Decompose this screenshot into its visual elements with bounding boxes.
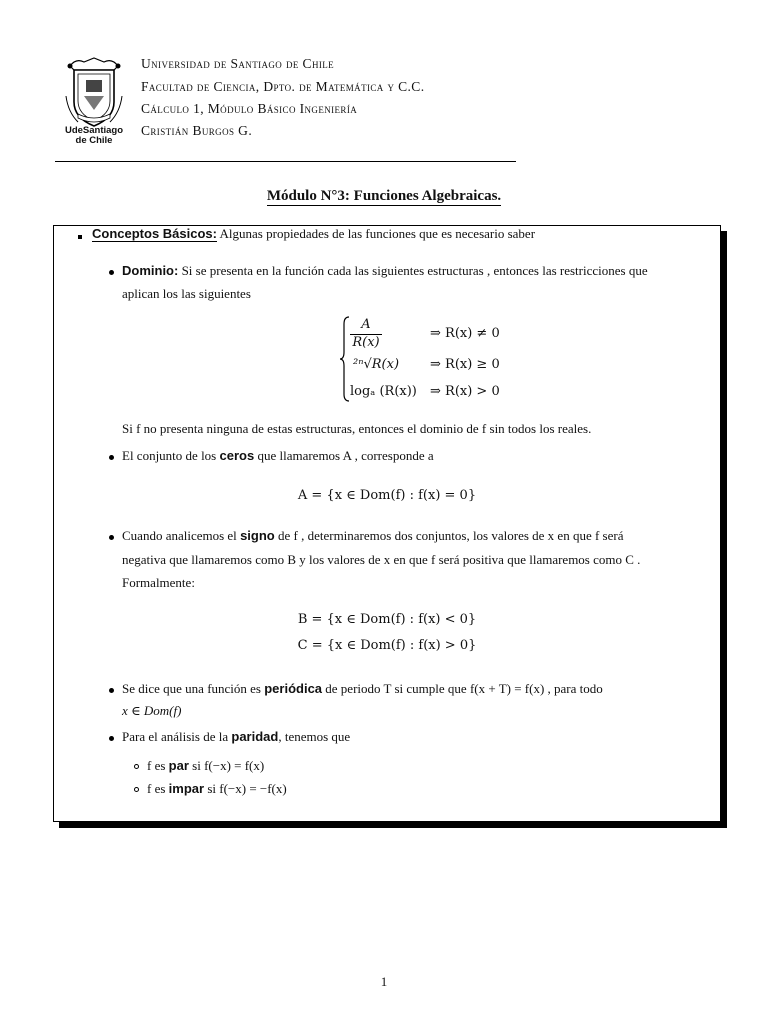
ceros-post: que llamaremos A , corresponde a (257, 448, 434, 463)
signo-post: de f , determinaremos dos conjuntos, los valores de x en que f será (277, 528, 624, 543)
header-faculty: Facultad de Ciencia, Dpto. de Matemática y C.C. (141, 79, 425, 94)
dominio-line1 (122, 263, 648, 279)
par-pre: f es (147, 758, 166, 773)
paridad-line (122, 729, 350, 745)
case1-numerator: A (361, 317, 371, 332)
content-box (53, 225, 721, 822)
bullet-periodica (109, 688, 114, 693)
par-post: si f(−x) = f(x) (192, 758, 265, 773)
par-bold: par (168, 758, 189, 773)
periodica-pre: Se dice que una función es (122, 681, 261, 696)
ceros-formula: A = {x ∈ Dom(f) : f(x) = 0} (297, 488, 477, 503)
header-university: Universidad de Santiago de Chile (141, 56, 335, 71)
impar-bold: impar (168, 781, 205, 796)
paridad-post: , tenemos que (278, 729, 351, 744)
sub-bullet-par (134, 764, 139, 769)
page-number: 1 (380, 974, 388, 989)
signo-pre: Cuando analicemos el (122, 528, 237, 543)
sub-bullet-impar (134, 787, 139, 792)
periodica-line1 (122, 681, 603, 697)
section-bullet (78, 235, 82, 239)
logo-text-line1: UdeSantiago (64, 125, 124, 136)
signo-line2: negativa que llamaremos como B y los valores de x en que f será positiva que llamaremos como C . (122, 552, 641, 567)
dominio-label: Dominio: (122, 263, 179, 278)
document-title (0, 188, 768, 205)
signo-line3: Formalmente: (122, 575, 195, 590)
signo-formula-c: C = {x ∈ Dom(f) : f(x) > 0} (297, 638, 477, 653)
paridad-item-par (147, 758, 264, 774)
impar-pre: f es (147, 781, 166, 796)
case3-condition: ⇒ R(x) > 0 (430, 384, 500, 399)
signo-line1 (122, 528, 623, 544)
ceros-pre: El conjunto de los (122, 448, 217, 463)
document-title-text: Módulo N°3: Funciones Algebraicas. (266, 188, 502, 204)
case3-expression: logₐ (R(x)) (350, 384, 417, 399)
periodica-line2: x ∈ Dom(f) (122, 703, 182, 718)
periodica-bold: periódica (264, 681, 323, 696)
case1-condition: ⇒ R(x) ≠ 0 (430, 326, 500, 341)
case1-denominator: R(x) (352, 335, 380, 350)
signo-bold: signo (240, 528, 275, 543)
section-intro-text: Algunas propiedades de las funciones que es necesario saber (219, 226, 536, 241)
section-intro (92, 226, 535, 242)
case2-expression: ²ⁿ√R(x) (353, 357, 400, 372)
signo-formula-b: B = {x ∈ Dom(f) : f(x) < 0} (297, 612, 477, 627)
ceros-bold: ceros (219, 448, 255, 463)
ceros-line (122, 448, 434, 464)
bullet-paridad (109, 736, 114, 741)
bullet-ceros (109, 455, 114, 460)
header-rule (55, 161, 516, 162)
dominio-line2: aplican los las siguientes (122, 286, 251, 301)
university-logo (64, 56, 124, 148)
header-author: Cristián Burgos G. (141, 123, 253, 138)
periodica-post: de periodo T si cumple que f(x + T) = f(x) , para todo (325, 681, 603, 696)
paridad-pre: Para el análisis de la (122, 729, 229, 744)
bullet-signo (109, 535, 114, 540)
section-heading: Conceptos Básicos: (92, 226, 217, 241)
logo-text-line2: de Chile (75, 135, 113, 146)
dominio-text1: Si se presenta en la función cada las siguientes estructuras , entonces las restricciones que (181, 263, 648, 278)
header-course: Cálculo 1, Módulo Básico Ingeniería (141, 101, 358, 116)
paridad-bold: paridad (231, 729, 279, 744)
paridad-item-impar (147, 781, 287, 797)
impar-post: si f(−x) = −f(x) (207, 781, 287, 796)
dominio-after: Si f no presenta ninguna de estas estructuras, entonces el dominio de f sin todos los reales. (122, 421, 592, 436)
bullet-dominio (109, 270, 114, 275)
case2-condition: ⇒ R(x) ≥ 0 (430, 357, 500, 372)
